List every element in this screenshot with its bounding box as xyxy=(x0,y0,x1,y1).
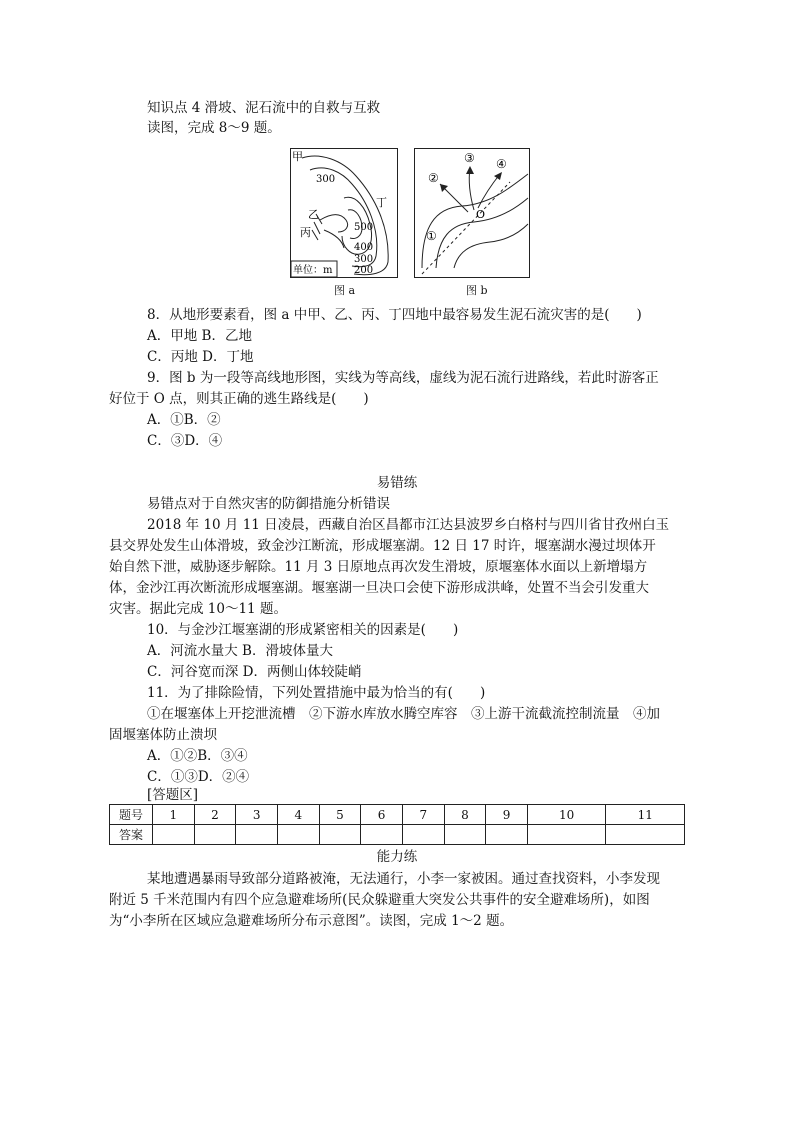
question-number-cell: 2 xyxy=(194,805,236,825)
question-11-items-line1: ①在堰塞体上开挖泄流槽 ②下游水库放水腾空库容 ③上游干流截流控制流量 ④加 xyxy=(147,706,660,722)
question-number-cell: 1 xyxy=(153,805,195,825)
section-title: 知识点 4 滑坡、泥石流中的自救与互救 xyxy=(147,100,381,116)
figure-a-contour-map xyxy=(290,148,398,278)
answer-cell[interactable] xyxy=(194,825,236,845)
table-row-answers xyxy=(110,825,685,845)
row-head-numbers: 题号 xyxy=(110,805,153,825)
route-1-label: ① xyxy=(426,229,437,243)
section-heading-nengli: 能力练 xyxy=(376,849,418,865)
passage-line-2: 县交界处发生山体滑坡，致金沙江断流，形成堰塞湖。12 日 17 时许，堰塞湖水漫过坝体开 xyxy=(109,538,656,554)
question-9-stem-line2: 好位于 O 点，则其正确的逃生路线是( ) xyxy=(109,391,369,407)
passage-line-4: 体，金沙江再次断流形成堰塞湖。堰塞湖一旦决口会使下游形成洪峰，处置不当会引发重大 xyxy=(109,580,649,596)
question-number-cell: 5 xyxy=(319,805,361,825)
question-8-options-cd: C．丙地 D．丁地 xyxy=(147,349,254,365)
label-ding: 丁 xyxy=(376,196,387,209)
question-11-stem: 11．为了排除险情，下列处置措施中最为恰当的有( ) xyxy=(147,685,486,701)
passage-line-3: 始自然下泄，威胁逐步解除。11 月 3 日原地点再次发生滑坡，原堰塞体水面以上新增塌方 xyxy=(109,559,648,575)
s3-passage-line-3: 为“小李所在区域应急避难场所分布示意图”。读图，完成 1～2 题。 xyxy=(109,913,514,929)
answer-table xyxy=(109,804,685,845)
contour-label-300-top: 300 xyxy=(316,174,336,185)
table-row-numbers xyxy=(110,805,685,825)
label-yi: 乙 xyxy=(308,208,319,221)
answer-cell[interactable] xyxy=(277,825,319,845)
row-head-answers: 答案 xyxy=(110,825,153,845)
section-subheading: 易错点对于自然灾害的防御措施分析错误 xyxy=(147,496,390,512)
question-9-stem-line1: 9．图 b 为一段等高线地形图，实线为等高线，虚线为泥石流行进路线，若此时游客正 xyxy=(147,370,659,386)
route-2-label: ② xyxy=(428,171,439,185)
question-9-options-cd: C．③D．④ xyxy=(147,433,223,449)
question-10-options-ab: A．河流水量大 B．滑坡体量大 xyxy=(147,643,333,659)
answer-cell[interactable] xyxy=(486,825,528,845)
answer-cell[interactable] xyxy=(153,825,195,845)
contour-label-300: 300 xyxy=(354,254,374,265)
contour-label-200: 200 xyxy=(354,265,374,276)
question-11-items-line2: 固堰塞体防止溃坝 xyxy=(109,727,217,743)
question-number-cell: 7 xyxy=(402,805,444,825)
question-10-stem: 10．与金沙江堰塞湖的形成紧密相关的因素是( ) xyxy=(147,622,459,638)
answer-cell[interactable] xyxy=(236,825,278,845)
question-number-cell: 6 xyxy=(361,805,403,825)
question-11-options-cd: C．①③D．②④ xyxy=(147,769,250,785)
s3-passage-line-2: 附近 5 千米范围内有四个应急避难场所(民众躲避重大突发公共事件的安全避难场所)，如图 xyxy=(109,892,650,908)
passage-line-5: 灾害。据此完成 10～11 题。 xyxy=(109,601,287,617)
contour-label-400: 400 xyxy=(354,242,374,253)
answer-area-label: [答题区] xyxy=(147,787,199,803)
question-number-cell: 11 xyxy=(606,805,685,825)
question-9-options-ab: A．①B．② xyxy=(147,412,221,428)
s3-passage-line-1: 某地遭遇暴雨导致部分道路被淹，无法通行，小李一家被困。通过查找资料，小李发现 xyxy=(147,871,660,887)
answer-cell[interactable] xyxy=(361,825,403,845)
question-11-options-ab: A．①②B．③④ xyxy=(147,748,248,764)
figure-a-caption: 图 a xyxy=(334,284,356,297)
question-number-cell: 3 xyxy=(236,805,278,825)
unit-label: 单位：m xyxy=(293,265,333,276)
label-jia: 甲 xyxy=(292,150,303,163)
question-8-options-ab: A．甲地 B．乙地 xyxy=(147,328,252,344)
answer-cell[interactable] xyxy=(527,825,606,845)
answer-cell[interactable] xyxy=(444,825,486,845)
question-8-stem: 8．从地形要素看，图 a 中甲、乙、丙、丁四地中最容易发生泥石流灾害的是( ) xyxy=(147,307,642,323)
question-number-cell: 8 xyxy=(444,805,486,825)
point-o-label: O xyxy=(476,208,486,221)
question-10-options-cd: C．河谷宽而深 D．两侧山体较陡峭 xyxy=(147,664,362,680)
answer-cell[interactable] xyxy=(606,825,685,845)
passage-line-1: 2018 年 10 月 11 日凌晨，西藏自治区昌都市江达县波罗乡白格村与四川省甘孜州白玉 xyxy=(147,517,670,533)
question-number-cell: 9 xyxy=(486,805,528,825)
question-number-cell: 10 xyxy=(527,805,606,825)
contour-label-500: 500 xyxy=(354,222,374,233)
section-intro: 读图，完成 8～9 题。 xyxy=(147,120,281,136)
route-4-label: ④ xyxy=(496,157,507,171)
question-number-cell: 4 xyxy=(277,805,319,825)
route-3-label: ③ xyxy=(464,151,475,165)
answer-cell[interactable] xyxy=(402,825,444,845)
label-bing: 丙 xyxy=(300,226,311,239)
answer-cell[interactable] xyxy=(319,825,361,845)
figure-b-contour-map xyxy=(414,148,530,278)
section-heading-yicuo: 易错练 xyxy=(376,475,418,491)
figure-b-caption: 图 b xyxy=(466,284,488,297)
